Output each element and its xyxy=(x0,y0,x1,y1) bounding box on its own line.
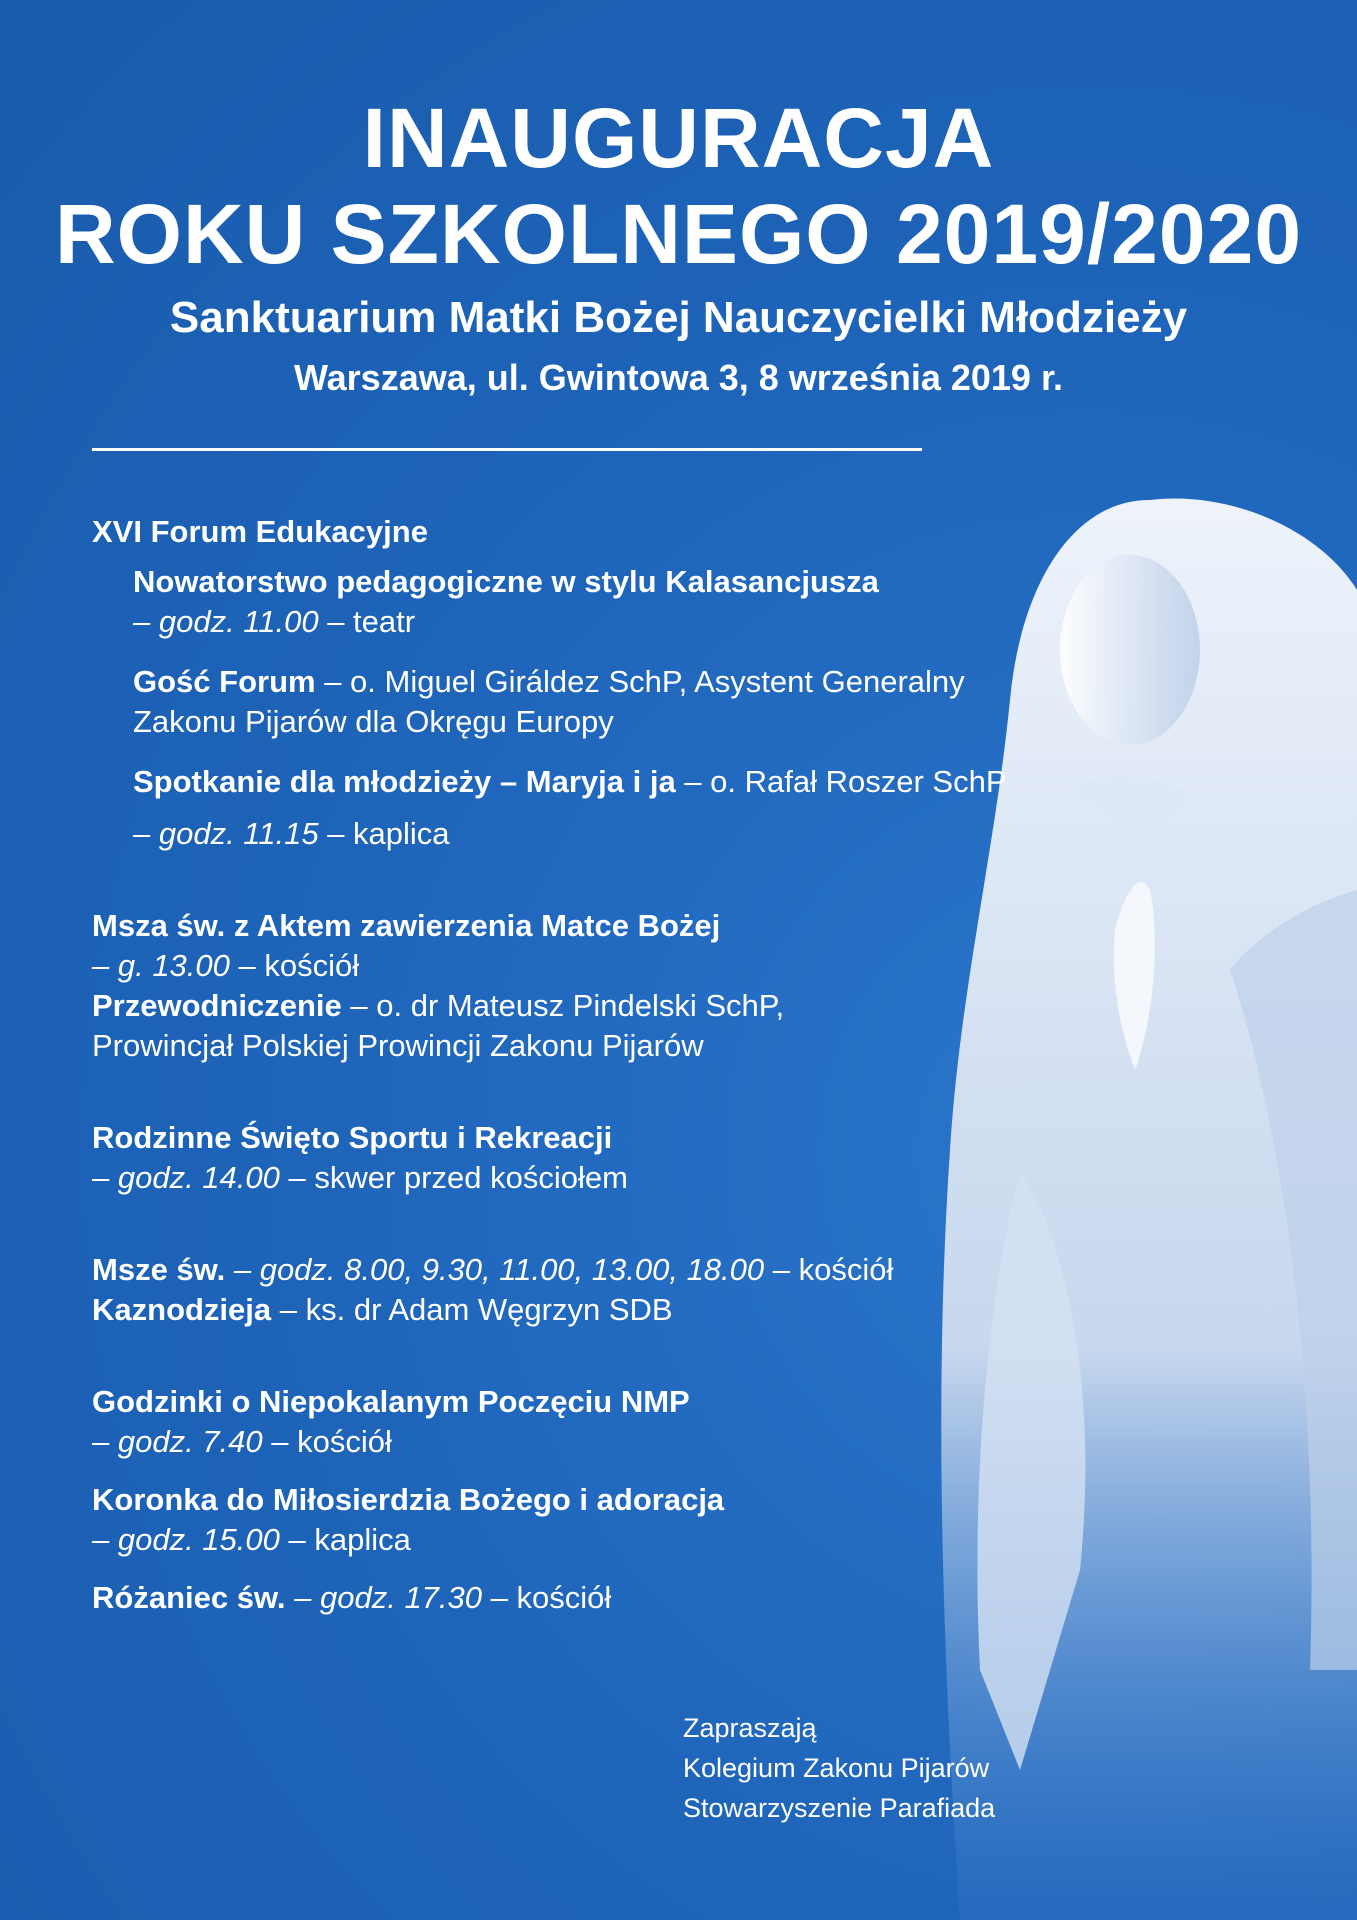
masses-label: Msze św. xyxy=(92,1252,226,1287)
sport-section xyxy=(92,1118,1052,1198)
organizer-2: Stowarzyszenie Parafiada xyxy=(683,1793,996,1823)
rosary-time: – godz. 17.30 xyxy=(285,1580,483,1615)
sport-time: – godz. 14.00 xyxy=(92,1160,280,1195)
forum-item-title: Nowatorstwo pedagogiczne w stylu Kalasancjusza xyxy=(133,564,879,599)
presider-label: Przewodniczenie xyxy=(92,988,342,1023)
forum-item-innovation xyxy=(133,562,1052,642)
organizer-1: Kolegium Zakonu Pijarów xyxy=(683,1753,990,1783)
mass-section xyxy=(92,906,1052,1066)
rosary-place: – kościół xyxy=(482,1580,612,1615)
forum-guest-text: – o. Miguel Giráldez SchP, Asystent Generalny Zakonu Pijarów dla Okręgu Europy xyxy=(133,664,965,739)
forum-heading: XVI Forum Edukacyjne xyxy=(92,514,428,549)
location-date: Warszawa, ul. Gwintowa 3, 8 września 2019 r. xyxy=(294,357,1063,398)
hours-title: Godzinki o Niepokalanym Poczęciu NMP xyxy=(92,1384,690,1419)
sport-place: – skwer przed kościołem xyxy=(279,1160,628,1195)
presider-text: – o. dr Mateusz Pindelski SchP, xyxy=(341,988,785,1023)
forum-item-place: – teatr xyxy=(318,604,416,639)
invitation-heading: Zapraszają xyxy=(683,1713,817,1743)
event-title-line2: ROKU SZKOLNEGO 2019/2020 xyxy=(54,187,1303,281)
mass-title: Msza św. z Aktem zawierzenia Matce Bożej xyxy=(92,908,721,943)
event-title-line1: INAUGURACJA xyxy=(362,91,995,185)
rosary-label: Różaniec św. xyxy=(92,1580,286,1615)
forum-guest-label: Gość Forum xyxy=(133,664,316,699)
preacher-text: – ks. dr Adam Węgrzyn SDB xyxy=(271,1292,673,1327)
invitation xyxy=(683,1708,995,1828)
prayers-section xyxy=(92,1382,1052,1618)
youth-meeting-place: – kaplica xyxy=(318,816,450,851)
venue-subtitle: Sanktuarium Matki Bożej Nauczycielki Młodzieży xyxy=(169,293,1188,342)
divider-line xyxy=(92,448,922,451)
forum-item-time: – godz. 11.00 xyxy=(133,604,319,639)
sport-title: Rodzinne Święto Sportu i Rekreacji xyxy=(92,1120,613,1155)
youth-meeting-title: Spotkanie dla młodzieży – Maryja i ja xyxy=(133,764,676,799)
hours-place: – kościół xyxy=(262,1424,392,1459)
mass-time: – g. 13.00 xyxy=(92,948,230,983)
youth-meeting-time: – godz. 11.15 xyxy=(133,816,319,851)
chaplet-title: Koronka do Miłosierdzia Bożego i adoracja xyxy=(92,1482,725,1517)
forum-items xyxy=(133,562,1052,854)
hours-time: – godz. 7.40 xyxy=(92,1424,263,1459)
masses-place: – kościół xyxy=(764,1252,894,1287)
masses-times: – godz. 8.00, 9.30, 11.00, 13.00, 18.00 xyxy=(225,1252,765,1287)
forum-section xyxy=(92,512,1052,854)
presider-line2: Prowincjał Polskiej Prowincji Zakonu Pijarów xyxy=(92,1028,704,1063)
forum-item-youth xyxy=(133,762,1052,854)
chaplet-time: – godz. 15.00 xyxy=(92,1522,280,1557)
program-list xyxy=(92,512,1052,1670)
youth-meeting-speaker: – o. Rafał Roszer SchP xyxy=(675,764,1007,799)
header xyxy=(0,90,1357,406)
masses-section xyxy=(92,1250,1052,1330)
chaplet-place: – kaplica xyxy=(279,1522,411,1557)
preacher-label: Kaznodzieja xyxy=(92,1292,272,1327)
forum-item-guest xyxy=(133,662,1052,742)
mass-place: – kościół xyxy=(229,948,360,983)
